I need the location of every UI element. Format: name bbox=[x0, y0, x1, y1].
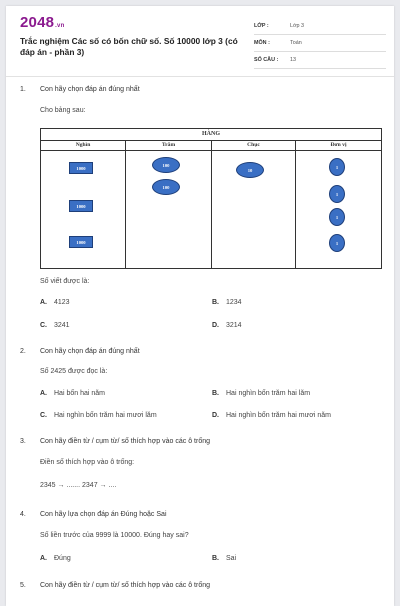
question-instruction: Con hãy chọn đáp án đúng nhất bbox=[40, 86, 140, 93]
option-label: A. bbox=[40, 299, 47, 306]
option-label: B. bbox=[212, 555, 219, 562]
column-header: Đơn vị bbox=[296, 140, 381, 151]
question-instruction: Con hãy điền từ / cụm từ/ số thích hợp vào các ô trống bbox=[40, 582, 210, 589]
meta-key: LỚP : bbox=[254, 23, 269, 29]
question-instruction: Con hãy điền từ / cụm từ/ số thích hợp vào các ô trống bbox=[40, 438, 210, 445]
meta-value: Lớp 3 bbox=[290, 23, 305, 29]
meta-key: MÔN : bbox=[254, 40, 270, 46]
option-text: Hai nghìn bốn trăm hai lăm bbox=[226, 390, 311, 397]
thousand-block: 1000 bbox=[69, 162, 93, 174]
place-value-table bbox=[40, 128, 382, 269]
option-text: Hai nghìn bốn trăm hai mươi năm bbox=[226, 412, 331, 419]
unit-block: 1 bbox=[329, 208, 345, 226]
unit-block: 1 bbox=[329, 158, 345, 176]
question-number: 2. bbox=[20, 348, 26, 355]
meta-row-count bbox=[254, 52, 386, 69]
question-instruction: Con hãy chọn đáp án đúng nhất bbox=[40, 348, 140, 355]
question-prompt: Cho bảng sau: bbox=[40, 107, 86, 114]
header-divider bbox=[6, 76, 394, 77]
answer-option-c[interactable] bbox=[40, 412, 157, 419]
answer-option-a[interactable] bbox=[40, 555, 71, 562]
question-followup: Số viết được là: bbox=[40, 278, 90, 285]
question-number: 1. bbox=[20, 86, 26, 93]
table-header: HÀNG bbox=[41, 129, 381, 141]
thousand-block: 1000 bbox=[69, 200, 93, 212]
option-label: B. bbox=[212, 390, 219, 397]
column-header: Trăm bbox=[126, 140, 211, 151]
meta-panel bbox=[254, 18, 386, 69]
logo-suffix: .vn bbox=[55, 23, 65, 29]
page-title: Trắc nghiệm Các số có bốn chữ số. Số 10000 lớp 3 (có đáp án - phần 3) bbox=[20, 36, 238, 57]
answer-option-d[interactable] bbox=[212, 412, 331, 419]
ten-block: 10 bbox=[236, 162, 264, 178]
hundred-block: 100 bbox=[152, 157, 180, 173]
hundred-block: 100 bbox=[152, 179, 180, 195]
column-hundreds bbox=[126, 140, 212, 268]
number-sequence-blanks[interactable]: 2345 → ....... 2347 → .... bbox=[40, 482, 117, 489]
question-number: 3. bbox=[20, 438, 26, 445]
unit-block: 1 bbox=[329, 234, 345, 252]
option-text: 3241 bbox=[54, 322, 70, 329]
option-label: C. bbox=[40, 412, 47, 419]
meta-row-grade bbox=[254, 18, 386, 35]
answer-option-b[interactable] bbox=[212, 390, 310, 397]
option-text: Hai nghìn bốn trăm hai mươi lăm bbox=[54, 412, 157, 419]
column-header: Nghìn bbox=[41, 140, 125, 151]
option-label: C. bbox=[40, 322, 47, 329]
site-logo[interactable] bbox=[20, 14, 64, 31]
worksheet-page bbox=[6, 6, 394, 606]
option-text: 4123 bbox=[54, 299, 70, 306]
option-label: D. bbox=[212, 412, 219, 419]
column-header: Chục bbox=[212, 140, 295, 151]
answer-option-b[interactable] bbox=[212, 555, 236, 562]
answer-option-b[interactable] bbox=[212, 299, 242, 306]
option-text: Đúng bbox=[54, 555, 71, 562]
option-text: Sai bbox=[226, 555, 237, 562]
question-number: 4. bbox=[20, 511, 26, 518]
column-units bbox=[296, 140, 381, 268]
question-number: 5. bbox=[20, 582, 26, 589]
column-tens bbox=[212, 140, 296, 268]
meta-value: 13 bbox=[290, 57, 296, 63]
worksheet-header bbox=[6, 6, 394, 68]
option-text: Hai bốn hai năm bbox=[54, 390, 105, 397]
meta-key: SỐ CÂU : bbox=[254, 57, 279, 63]
question-prompt: Điền số thích hợp vào ô trống: bbox=[40, 459, 135, 466]
option-text: 3214 bbox=[226, 322, 242, 329]
question-instruction: Con hãy lựa chọn đáp án Đúng hoặc Sai bbox=[40, 511, 167, 518]
logo-text: 2048 bbox=[20, 14, 55, 31]
unit-block: 1 bbox=[329, 185, 345, 203]
option-label: A. bbox=[40, 555, 47, 562]
meta-row-subject bbox=[254, 35, 386, 52]
meta-value: Toán bbox=[290, 40, 302, 46]
question-prompt: Số 2425 được đọc là: bbox=[40, 368, 108, 375]
answer-option-a[interactable] bbox=[40, 390, 105, 397]
answer-option-d[interactable] bbox=[212, 322, 242, 329]
answer-option-a[interactable] bbox=[40, 299, 70, 306]
option-label: A. bbox=[40, 390, 47, 397]
answer-option-c[interactable] bbox=[40, 322, 70, 329]
option-label: D. bbox=[212, 322, 219, 329]
question-prompt: Số liền trước của 9999 là 10000. Đúng hay sai? bbox=[40, 532, 189, 539]
thousand-block: 1000 bbox=[69, 236, 93, 248]
column-thousands bbox=[41, 140, 126, 268]
option-text: 1234 bbox=[226, 299, 242, 306]
option-label: B. bbox=[212, 299, 219, 306]
